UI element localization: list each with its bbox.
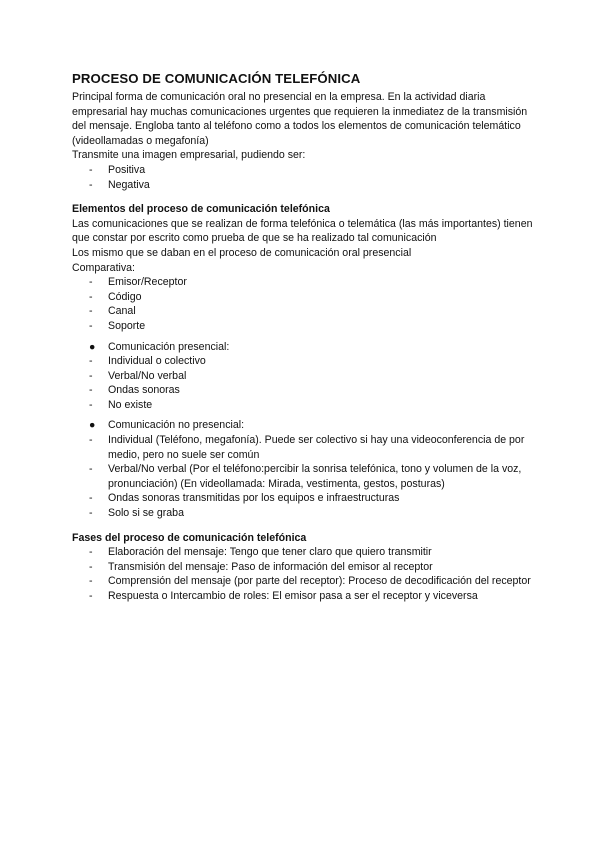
dash-marker: - — [89, 369, 93, 382]
list-item: - Emisor/Receptor — [89, 276, 187, 289]
intro-lead: Transmite una imagen empresarial, pudiendo ser: — [72, 149, 306, 162]
list-item: - Verbal/No verbal — [89, 369, 187, 382]
list-item: - Individual (Teléfono, megafonía). Puede ser colectivo si hay una videoconferencia de por medio, pero no suele ser común — [89, 434, 525, 461]
dash-marker: - — [89, 355, 93, 368]
image-types-list — [72, 163, 542, 192]
dash-marker: - — [89, 163, 93, 176]
dash-marker: - — [89, 398, 93, 411]
dash-marker: - — [89, 434, 93, 447]
list-item: - Individual o colectivo — [89, 355, 206, 368]
section-heading-phases: Fases del proceso de comunicación telefónica — [72, 531, 307, 544]
dash-marker: - — [89, 290, 93, 303]
dash-marker: - — [89, 463, 93, 476]
list-item: - Elaboración del mensaje: Tengo que tener claro que quiero transmitir — [89, 546, 432, 559]
list-item: - Comprensión del mensaje (por parte del receptor): Proceso de decodificación del receptor — [89, 575, 531, 588]
list-item: - Verbal/No verbal (Por el teléfono:percibir la sonrisa telefónica, tono y volumen de la voz, pronunciación) (En videollamada: Mirada, vestimenta, gestos, posturas) — [89, 463, 522, 490]
presencial-list — [72, 340, 542, 413]
list-item: - Ondas sonoras — [89, 384, 180, 397]
dash-marker: - — [89, 546, 93, 559]
comparativa-label: Comparativa: — [72, 261, 135, 274]
elements-paragraph: Los mismo que se daban en el proceso de comunicación oral presencial — [72, 246, 412, 259]
dash-marker: - — [89, 305, 93, 318]
document-body — [72, 70, 542, 604]
elements-list — [72, 275, 542, 333]
list-item: - Negativa — [89, 178, 150, 191]
document-title: PROCESO DE COMUNICACIÓN TELEFÓNICA — [72, 71, 361, 86]
list-item: - Ondas sonoras transmitidas por los equipos e infraestructuras — [89, 492, 400, 505]
dash-marker: - — [89, 575, 93, 588]
bullet-item: ● Comunicación presencial: — [89, 340, 230, 353]
list-item: - Soporte — [89, 319, 146, 332]
list-item: - Respuesta o Intercambio de roles: El emisor pasa a ser el receptor y viceversa — [89, 590, 478, 602]
no-presencial-list — [72, 418, 542, 520]
dash-marker: - — [89, 590, 93, 602]
section-heading-elements: Elementos del proceso de comunicación telefónica — [72, 203, 330, 216]
dash-marker: - — [89, 507, 93, 520]
dash-marker: - — [89, 492, 93, 505]
elements-paragraph: Las comunicaciones que se realizan de forma telefónica o telemática (las más importantes) tienen que constar por escrito como prueba de que se ha realizado tal comunicación — [72, 217, 533, 245]
list-item: - Positiva — [89, 163, 146, 176]
bullet-marker: ● — [89, 419, 96, 432]
bullet-item: ● Comunicación no presencial: — [89, 419, 245, 432]
list-item: - Código — [89, 290, 142, 303]
dash-marker: - — [89, 276, 93, 289]
intro-paragraph: Principal forma de comunicación oral no presencial en la empresa. En la actividad diaria empresarial hay muchas comunicaciones urgentes que requieren la inmediatez de la transmisión del mensaje. Engloba tanto al teléfono como a todos los elementos de comunicación telemático (videollamadas o megafonía) — [72, 91, 528, 147]
list-item: - Solo si se graba — [89, 507, 184, 520]
dash-marker: - — [89, 560, 93, 573]
dash-marker: - — [89, 319, 93, 332]
phases-list — [72, 545, 542, 603]
list-item: - No existe — [89, 398, 153, 411]
list-item: - Canal — [89, 305, 136, 318]
list-item: - Transmisión del mensaje: Paso de información del emisor al receptor — [89, 560, 433, 573]
bullet-marker: ● — [89, 340, 96, 353]
dash-marker: - — [89, 384, 93, 397]
dash-marker: - — [89, 178, 93, 191]
